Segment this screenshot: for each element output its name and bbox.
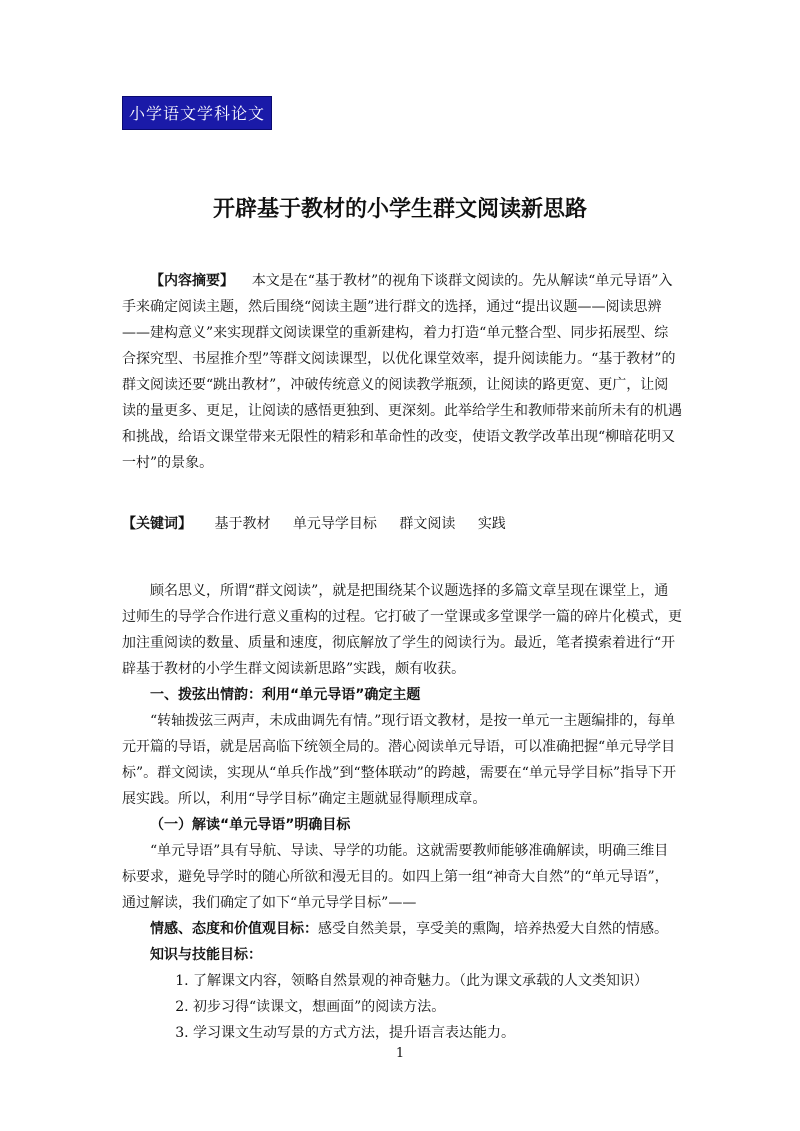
page-number: 1 xyxy=(395,1046,405,1061)
subsection-paragraph: “单元导语”具有导航、导读、导学的功能。这就需要教师能够准确解读，明确三维目标要求，避免导学时的随心所欲和漫无目的。如四上第一组“神奇大自然”的“单元导语”，通过解读，我们确定了如下“单元导学目标”—— xyxy=(122,843,669,911)
subject-tag: 小学语文学科论文 xyxy=(122,96,272,130)
abstract-label: 【内容摘要】 xyxy=(150,273,234,289)
keywords-section xyxy=(122,512,682,536)
goal-knowledge xyxy=(122,942,682,968)
abstract-section xyxy=(122,268,682,476)
abstract-text: 本文是在“基于教材”的视角下谈群文阅读的。先从解读“单元导语”入手来确定阅读主题，然后围绕“阅读主题”进行群文的选择，通过“提出议题——阅读思辨——建构意义”来实现群文阅读课堂的重新建构，着力打造“单元整合型、同步拓展型、综合探究型、书屋推介型”等群文阅读课型，以优化课堂效率，提升阅读能力。“基于教材”的群文阅读还要“跳出教材”，冲破传统意义的阅读教学瓶颈，让阅读的路更宽、更广，让阅读的量更多、更足，让阅读的感悟更独到、更深刻。此举给学生和教师带来前所未有的机遇和挑战，给语文课堂带来无限性的精彩和革命性的改变，使语文教学改革出现“柳暗花明又一村”的景象。 xyxy=(122,273,682,471)
goal-knowledge-label: 知识与技能目标： xyxy=(150,947,262,963)
intro-paragraph: 顾名思义，所谓“群文阅读”，就是把围绕某个议题选择的多篇文章呈现在课堂上，通过师生的导学合作进行意义重构的过程。它打破了一堂课或多堂课学一篇的碎片化模式，更加注重阅读的数量、质量和速度，彻底解放了学生的阅读行为。最近，笔者摸索着进行“开辟基于教材的小学生群文阅读新思路”实践，颇有收获。 xyxy=(122,583,682,677)
keyword-item: 基于教材 xyxy=(214,516,271,532)
list-item: 3. 学习课文生动写景的方式方法，提升语言表达能力。 xyxy=(175,1025,515,1041)
section-heading: 一、拨弦出情韵：利用“单元导语”确定主题 xyxy=(150,687,421,703)
keyword-item: 实践 xyxy=(477,516,506,532)
goal-emotion-label: 情感、态度和价值观目标： xyxy=(150,921,318,937)
goal-emotion xyxy=(122,916,682,942)
list-item: 2. 初步习得“读课文，想画面”的阅读方法。 xyxy=(175,999,446,1015)
body-section xyxy=(122,578,682,1046)
keyword-item: 群文阅读 xyxy=(399,516,456,532)
goal-emotion-text: 感受自然美景，享受美的熏陶，培养热爱大自然的情感。 xyxy=(318,921,668,937)
keyword-item: 单元导学目标 xyxy=(292,516,377,532)
section-paragraph: “转轴拨弦三两声，未成曲调先有情。”现行语文教材，是按一单元一主题编排的，每单元开篇的导语，就是居高临下统领全局的。潜心阅读单元导语，可以准确把握“单元导学目标”。群文阅读，实现从“单兵作战”到“整体联动”的跨越，需要在“单元导学目标”指导下开展实践。所以，利用“导学目标”确定主题就显得顺理成章。 xyxy=(122,713,677,807)
subsection-heading: （一）解读“单元导语”明确目标 xyxy=(150,817,351,833)
paper-title: 开辟基于教材的小学生群文阅读新思路 xyxy=(212,197,587,222)
list-item: 1. 了解课文内容，领略自然景观的神奇魅力。（此为课文承载的人文类知识） xyxy=(175,973,648,989)
keywords-label: 【关键词】 xyxy=(122,516,192,532)
